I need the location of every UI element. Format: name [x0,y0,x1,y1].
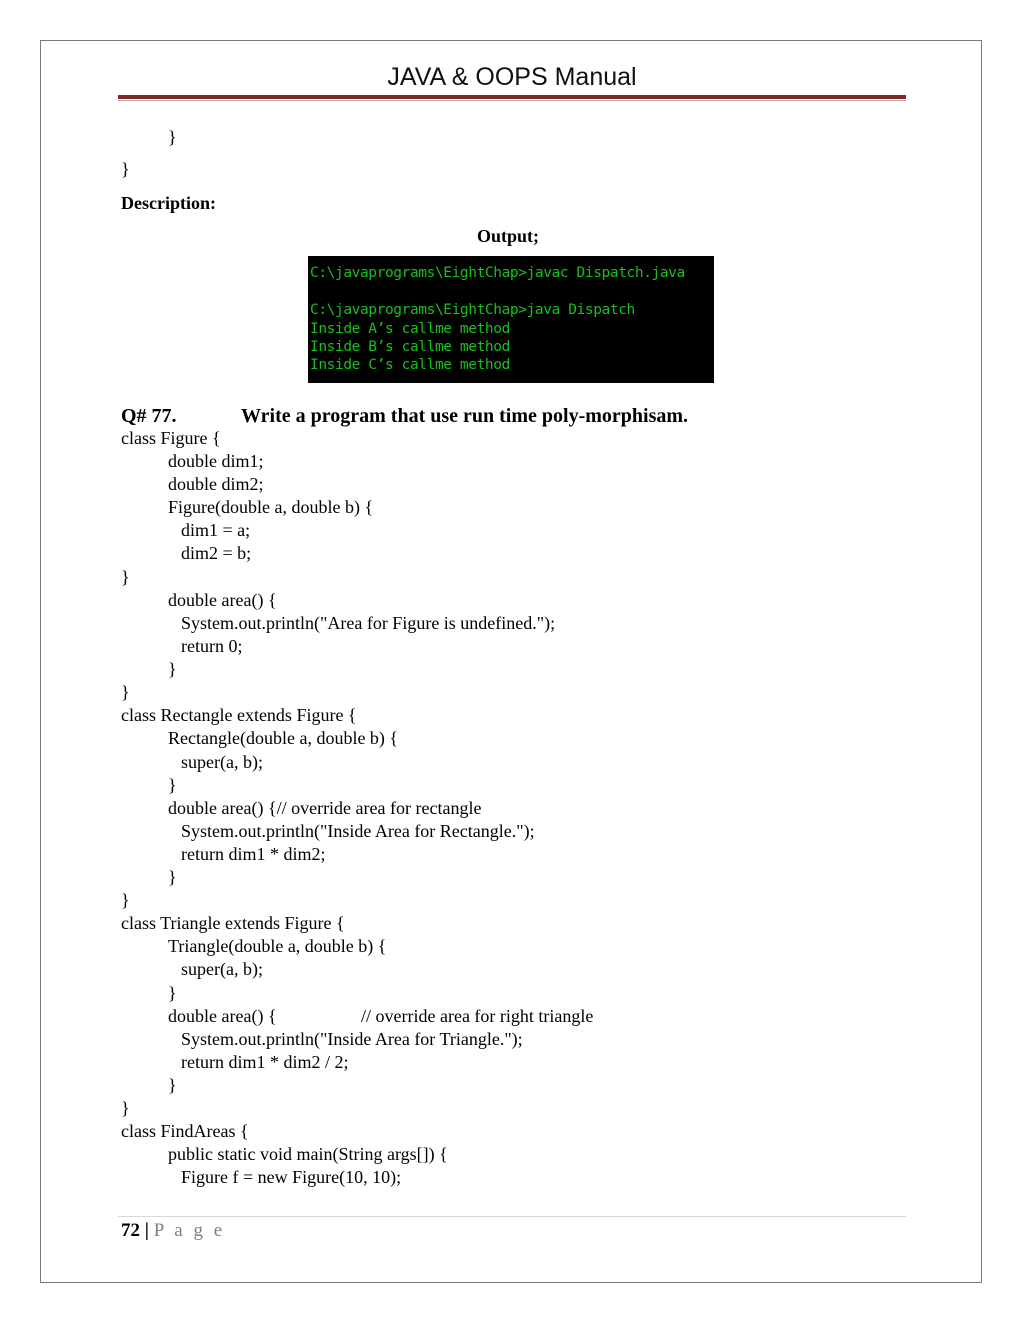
code-line: Rectangle(double a, double b) { [168,728,399,748]
page-label: P a g e [153,1220,226,1241]
code-line: return dim1 * dim2; [181,844,326,864]
console-output-screenshot [308,256,714,383]
code-line: } [121,567,130,587]
code-line: double area() { [168,1006,277,1026]
header-rule-thick [118,95,906,99]
code-line: Figure(double a, double b) { [168,497,374,517]
question-text: Write a program that use run time poly-morphisam. [241,405,689,427]
code-line: System.out.println("Inside Area for Rectangle."); [181,821,535,841]
code-line: class Figure { [121,428,221,448]
header-rule-thin [118,100,906,101]
code-line: class FindAreas { [121,1121,249,1141]
description-label: Description: [121,193,216,213]
code-line: } [168,983,177,1003]
code-line: dim1 = a; [181,520,251,540]
code-line: } [168,659,177,679]
question-number: Q# 77. [121,405,177,427]
console-line: C:\javaprograms\EightChap>javac Dispatch.java [310,265,685,281]
code-line: } [168,867,177,887]
code-line: System.out.println("Area for Figure is undefined."); [181,613,556,633]
code-line: double dim2; [168,474,264,494]
code-line: } [168,775,177,795]
code-line: class Rectangle extends Figure { [121,705,357,725]
code-line: double area() { [168,590,277,610]
code-line: return dim1 * dim2 / 2; [181,1052,349,1072]
console-line: Inside C’s callme method [310,357,510,373]
code-line: super(a, b); [181,959,263,979]
code-line: } [168,1075,177,1095]
code-line: Triangle(double a, double b) { [168,936,387,956]
code-line: } [121,890,130,910]
code-line: super(a, b); [181,752,263,772]
code-line: System.out.println("Inside Area for Triangle."); [181,1029,523,1049]
code-line: return 0; [181,636,243,656]
page-number: 72 [121,1220,140,1241]
code-line: dim2 = b; [181,543,252,563]
output-label: Output; [477,226,540,246]
console-line: Inside B’s callme method [310,339,510,355]
code-comment: // override area for right triangle [361,1006,594,1026]
console-line: Inside A’s callme method [310,321,510,337]
page-footer [121,1219,225,1243]
code-line: } [121,682,130,702]
closing-brace-inner: } [168,127,177,147]
code-line: double dim1; [168,451,264,471]
console-line: C:\javaprograms\EightChap>java Dispatch [310,302,635,318]
code-line: double area() {// override area for rectangle [168,798,482,818]
code-line: } [121,1098,130,1118]
footer-separator: | [144,1220,149,1241]
code-line: class Triangle extends Figure { [121,913,345,933]
closing-brace-outer: } [121,159,130,179]
code-line: public static void main(String args[]) { [168,1144,448,1164]
footer-rule [118,1216,906,1217]
header-title: JAVA & OOPS Manual [387,63,637,91]
code-line: Figure f = new Figure(10, 10); [181,1167,402,1187]
